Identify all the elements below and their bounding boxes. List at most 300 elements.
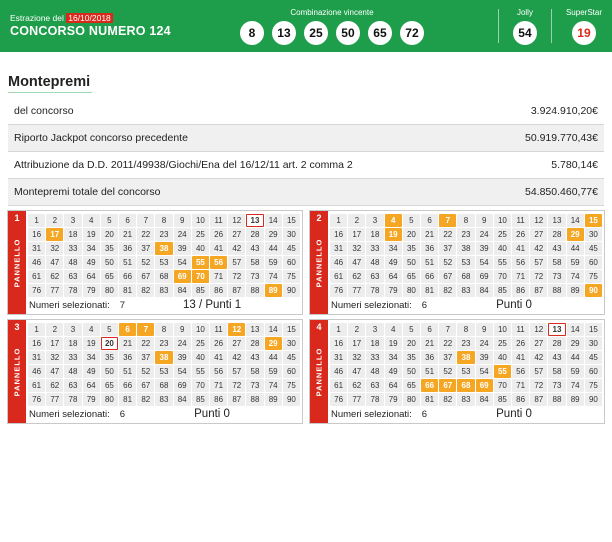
number-cell-16[interactable]: 16 [28,228,45,241]
number-cell-36[interactable]: 36 [421,351,438,364]
number-cell-66[interactable]: 66 [119,270,136,283]
number-cell-47[interactable]: 47 [348,365,365,378]
number-cell-19[interactable]: 19 [83,228,100,241]
number-cell-88[interactable]: 88 [246,393,263,406]
number-cell-65[interactable]: 65 [101,270,118,283]
number-cell-39[interactable]: 39 [174,351,191,364]
number-cell-85[interactable]: 85 [494,393,511,406]
number-cell-32[interactable]: 32 [46,351,63,364]
number-cell-22[interactable]: 22 [439,337,456,350]
number-cell-25[interactable]: 25 [494,228,511,241]
number-cell-72[interactable]: 72 [530,379,547,392]
number-cell-22[interactable]: 22 [137,228,154,241]
number-cell-80[interactable]: 80 [101,393,118,406]
number-cell-41[interactable]: 41 [210,242,227,255]
number-cell-26[interactable]: 26 [210,228,227,241]
number-cell-70[interactable]: 70 [494,270,511,283]
number-cell-9[interactable]: 9 [476,323,493,336]
number-cell-48[interactable]: 48 [64,256,81,269]
number-cell-85[interactable]: 85 [192,284,209,297]
number-cell-46[interactable]: 46 [330,256,347,269]
number-cell-43[interactable]: 43 [246,351,263,364]
number-cell-7[interactable]: 7 [439,214,456,227]
number-cell-27[interactable]: 27 [228,337,245,350]
number-cell-64[interactable]: 64 [83,270,100,283]
number-cell-23[interactable]: 23 [457,228,474,241]
number-cell-10[interactable]: 10 [494,323,511,336]
number-cell-58[interactable]: 58 [548,256,565,269]
number-cell-45[interactable]: 45 [585,242,602,255]
number-cell-7[interactable]: 7 [439,323,456,336]
number-cell-86[interactable]: 86 [512,393,529,406]
number-cell-83[interactable]: 83 [155,284,172,297]
number-cell-40[interactable]: 40 [192,242,209,255]
number-cell-79[interactable]: 79 [385,393,402,406]
number-cell-81[interactable]: 81 [421,284,438,297]
number-cell-54[interactable]: 54 [476,256,493,269]
number-cell-71[interactable]: 71 [210,379,227,392]
number-cell-59[interactable]: 59 [265,256,282,269]
number-cell-1[interactable]: 1 [330,323,347,336]
number-cell-80[interactable]: 80 [403,393,420,406]
number-cell-53[interactable]: 53 [155,365,172,378]
number-cell-75[interactable]: 75 [283,379,300,392]
number-cell-76[interactable]: 76 [28,393,45,406]
number-cell-62[interactable]: 62 [46,379,63,392]
number-cell-64[interactable]: 64 [385,379,402,392]
number-cell-87[interactable]: 87 [228,393,245,406]
number-cell-24[interactable]: 24 [476,337,493,350]
number-cell-67[interactable]: 67 [137,379,154,392]
number-cell-64[interactable]: 64 [385,270,402,283]
number-cell-70[interactable]: 70 [192,270,209,283]
number-cell-75[interactable]: 75 [283,270,300,283]
number-cell-74[interactable]: 74 [265,270,282,283]
number-cell-9[interactable]: 9 [174,323,191,336]
number-cell-60[interactable]: 60 [283,256,300,269]
number-cell-59[interactable]: 59 [567,365,584,378]
number-cell-32[interactable]: 32 [46,242,63,255]
number-cell-18[interactable]: 18 [366,228,383,241]
number-cell-42[interactable]: 42 [530,351,547,364]
number-cell-6[interactable]: 6 [119,323,136,336]
number-cell-69[interactable]: 69 [476,270,493,283]
number-cell-7[interactable]: 7 [137,323,154,336]
number-cell-66[interactable]: 66 [421,379,438,392]
number-cell-37[interactable]: 37 [439,351,456,364]
number-cell-13[interactable]: 13 [246,214,263,227]
number-cell-13[interactable]: 13 [548,323,565,336]
number-cell-24[interactable]: 24 [476,228,493,241]
number-cell-82[interactable]: 82 [137,284,154,297]
number-cell-52[interactable]: 52 [137,365,154,378]
number-cell-8[interactable]: 8 [457,214,474,227]
number-cell-50[interactable]: 50 [101,256,118,269]
number-cell-77[interactable]: 77 [348,284,365,297]
number-cell-76[interactable]: 76 [28,284,45,297]
number-cell-30[interactable]: 30 [585,337,602,350]
number-cell-37[interactable]: 37 [439,242,456,255]
number-cell-14[interactable]: 14 [567,323,584,336]
number-cell-6[interactable]: 6 [421,214,438,227]
number-cell-14[interactable]: 14 [567,214,584,227]
number-cell-18[interactable]: 18 [366,337,383,350]
number-cell-19[interactable]: 19 [385,337,402,350]
number-cell-9[interactable]: 9 [476,214,493,227]
number-cell-18[interactable]: 18 [64,337,81,350]
number-cell-1[interactable]: 1 [330,214,347,227]
number-cell-55[interactable]: 55 [494,365,511,378]
number-cell-51[interactable]: 51 [119,256,136,269]
number-cell-63[interactable]: 63 [64,379,81,392]
number-cell-17[interactable]: 17 [348,228,365,241]
number-cell-72[interactable]: 72 [228,270,245,283]
number-cell-39[interactable]: 39 [476,242,493,255]
number-cell-60[interactable]: 60 [585,256,602,269]
number-cell-38[interactable]: 38 [155,242,172,255]
number-cell-20[interactable]: 20 [403,337,420,350]
number-cell-11[interactable]: 11 [512,323,529,336]
number-cell-2[interactable]: 2 [46,323,63,336]
number-cell-82[interactable]: 82 [439,284,456,297]
number-cell-83[interactable]: 83 [155,393,172,406]
number-cell-70[interactable]: 70 [192,379,209,392]
number-cell-52[interactable]: 52 [439,256,456,269]
number-cell-29[interactable]: 29 [567,337,584,350]
number-cell-48[interactable]: 48 [366,256,383,269]
number-cell-26[interactable]: 26 [512,228,529,241]
number-cell-51[interactable]: 51 [119,365,136,378]
number-cell-50[interactable]: 50 [403,256,420,269]
number-cell-73[interactable]: 73 [246,270,263,283]
number-cell-33[interactable]: 33 [64,242,81,255]
number-cell-12[interactable]: 12 [228,214,245,227]
number-cell-31[interactable]: 31 [330,242,347,255]
number-cell-15[interactable]: 15 [585,214,602,227]
number-cell-15[interactable]: 15 [283,323,300,336]
number-cell-76[interactable]: 76 [330,284,347,297]
number-cell-34[interactable]: 34 [83,242,100,255]
number-cell-22[interactable]: 22 [137,337,154,350]
number-cell-34[interactable]: 34 [385,242,402,255]
number-cell-57[interactable]: 57 [530,365,547,378]
number-cell-40[interactable]: 40 [494,351,511,364]
number-cell-69[interactable]: 69 [476,379,493,392]
number-cell-4[interactable]: 4 [83,214,100,227]
number-cell-68[interactable]: 68 [155,270,172,283]
number-cell-35[interactable]: 35 [403,351,420,364]
number-cell-1[interactable]: 1 [28,214,45,227]
number-cell-40[interactable]: 40 [494,242,511,255]
number-cell-14[interactable]: 14 [265,214,282,227]
number-cell-79[interactable]: 79 [83,284,100,297]
number-cell-34[interactable]: 34 [83,351,100,364]
number-cell-65[interactable]: 65 [403,270,420,283]
number-cell-47[interactable]: 47 [46,256,63,269]
number-cell-46[interactable]: 46 [330,365,347,378]
number-cell-55[interactable]: 55 [192,256,209,269]
number-cell-74[interactable]: 74 [567,379,584,392]
number-cell-13[interactable]: 13 [548,214,565,227]
number-cell-28[interactable]: 28 [548,228,565,241]
number-cell-56[interactable]: 56 [210,256,227,269]
number-cell-90[interactable]: 90 [283,284,300,297]
number-cell-67[interactable]: 67 [137,270,154,283]
number-cell-45[interactable]: 45 [283,351,300,364]
number-cell-57[interactable]: 57 [228,256,245,269]
number-cell-84[interactable]: 84 [476,393,493,406]
number-cell-25[interactable]: 25 [192,228,209,241]
number-cell-87[interactable]: 87 [530,393,547,406]
number-cell-77[interactable]: 77 [348,393,365,406]
number-cell-16[interactable]: 16 [28,337,45,350]
number-cell-15[interactable]: 15 [585,323,602,336]
number-cell-20[interactable]: 20 [403,228,420,241]
number-cell-53[interactable]: 53 [457,256,474,269]
number-cell-39[interactable]: 39 [476,351,493,364]
number-cell-69[interactable]: 69 [174,270,191,283]
number-cell-29[interactable]: 29 [265,228,282,241]
number-cell-88[interactable]: 88 [548,284,565,297]
number-cell-85[interactable]: 85 [192,393,209,406]
number-cell-52[interactable]: 52 [137,256,154,269]
number-cell-56[interactable]: 56 [512,256,529,269]
number-cell-19[interactable]: 19 [83,337,100,350]
number-cell-84[interactable]: 84 [476,284,493,297]
number-cell-38[interactable]: 38 [457,351,474,364]
number-cell-81[interactable]: 81 [421,393,438,406]
number-cell-77[interactable]: 77 [46,393,63,406]
number-cell-62[interactable]: 62 [348,270,365,283]
number-cell-54[interactable]: 54 [476,365,493,378]
number-cell-26[interactable]: 26 [210,337,227,350]
number-cell-2[interactable]: 2 [348,214,365,227]
number-cell-51[interactable]: 51 [421,365,438,378]
number-cell-2[interactable]: 2 [46,214,63,227]
number-cell-35[interactable]: 35 [403,242,420,255]
number-cell-3[interactable]: 3 [366,323,383,336]
number-cell-7[interactable]: 7 [137,214,154,227]
number-cell-46[interactable]: 46 [28,256,45,269]
number-cell-42[interactable]: 42 [530,242,547,255]
number-cell-11[interactable]: 11 [210,323,227,336]
number-cell-11[interactable]: 11 [210,214,227,227]
number-cell-43[interactable]: 43 [548,242,565,255]
number-cell-53[interactable]: 53 [155,256,172,269]
number-cell-59[interactable]: 59 [265,365,282,378]
number-cell-17[interactable]: 17 [46,228,63,241]
number-cell-9[interactable]: 9 [174,214,191,227]
number-cell-33[interactable]: 33 [64,351,81,364]
number-cell-63[interactable]: 63 [366,270,383,283]
number-cell-71[interactable]: 71 [512,379,529,392]
number-cell-36[interactable]: 36 [119,351,136,364]
number-cell-2[interactable]: 2 [348,323,365,336]
number-cell-8[interactable]: 8 [457,323,474,336]
number-cell-40[interactable]: 40 [192,351,209,364]
number-cell-21[interactable]: 21 [421,337,438,350]
number-cell-41[interactable]: 41 [210,351,227,364]
number-cell-24[interactable]: 24 [174,228,191,241]
number-cell-58[interactable]: 58 [548,365,565,378]
number-cell-64[interactable]: 64 [83,379,100,392]
number-cell-38[interactable]: 38 [155,351,172,364]
number-cell-72[interactable]: 72 [228,379,245,392]
number-cell-4[interactable]: 4 [385,323,402,336]
number-cell-71[interactable]: 71 [210,270,227,283]
number-cell-6[interactable]: 6 [421,323,438,336]
number-cell-65[interactable]: 65 [403,379,420,392]
number-cell-63[interactable]: 63 [366,379,383,392]
number-cell-17[interactable]: 17 [348,337,365,350]
number-cell-57[interactable]: 57 [530,256,547,269]
number-cell-79[interactable]: 79 [385,284,402,297]
number-cell-35[interactable]: 35 [101,242,118,255]
number-cell-59[interactable]: 59 [567,256,584,269]
number-cell-12[interactable]: 12 [228,323,245,336]
number-cell-60[interactable]: 60 [585,365,602,378]
number-cell-42[interactable]: 42 [228,351,245,364]
number-cell-5[interactable]: 5 [101,214,118,227]
number-cell-57[interactable]: 57 [228,365,245,378]
number-cell-77[interactable]: 77 [46,284,63,297]
number-cell-66[interactable]: 66 [421,270,438,283]
number-cell-26[interactable]: 26 [512,337,529,350]
number-cell-34[interactable]: 34 [385,351,402,364]
number-cell-30[interactable]: 30 [283,228,300,241]
number-cell-20[interactable]: 20 [101,337,118,350]
number-cell-39[interactable]: 39 [174,242,191,255]
number-cell-83[interactable]: 83 [457,284,474,297]
number-cell-61[interactable]: 61 [28,379,45,392]
number-cell-14[interactable]: 14 [265,323,282,336]
number-cell-41[interactable]: 41 [512,351,529,364]
number-cell-50[interactable]: 50 [101,365,118,378]
number-cell-88[interactable]: 88 [548,393,565,406]
number-cell-62[interactable]: 62 [348,379,365,392]
number-cell-44[interactable]: 44 [265,351,282,364]
number-cell-87[interactable]: 87 [530,284,547,297]
number-cell-10[interactable]: 10 [192,214,209,227]
number-cell-20[interactable]: 20 [101,228,118,241]
number-cell-70[interactable]: 70 [494,379,511,392]
number-cell-21[interactable]: 21 [119,228,136,241]
number-cell-73[interactable]: 73 [548,379,565,392]
number-cell-36[interactable]: 36 [119,242,136,255]
number-cell-17[interactable]: 17 [46,337,63,350]
number-cell-4[interactable]: 4 [83,323,100,336]
number-cell-61[interactable]: 61 [28,270,45,283]
number-cell-45[interactable]: 45 [585,351,602,364]
number-cell-25[interactable]: 25 [494,337,511,350]
number-cell-19[interactable]: 19 [385,228,402,241]
number-cell-54[interactable]: 54 [174,365,191,378]
number-cell-25[interactable]: 25 [192,337,209,350]
number-cell-55[interactable]: 55 [494,256,511,269]
number-cell-12[interactable]: 12 [530,323,547,336]
number-cell-81[interactable]: 81 [119,393,136,406]
number-cell-5[interactable]: 5 [403,214,420,227]
number-cell-28[interactable]: 28 [246,228,263,241]
number-cell-33[interactable]: 33 [366,242,383,255]
number-cell-28[interactable]: 28 [246,337,263,350]
number-cell-78[interactable]: 78 [64,284,81,297]
number-cell-82[interactable]: 82 [137,393,154,406]
number-cell-85[interactable]: 85 [494,284,511,297]
number-cell-86[interactable]: 86 [210,284,227,297]
number-cell-55[interactable]: 55 [192,365,209,378]
number-cell-16[interactable]: 16 [330,228,347,241]
number-cell-82[interactable]: 82 [439,393,456,406]
number-cell-47[interactable]: 47 [348,256,365,269]
number-cell-23[interactable]: 23 [155,337,172,350]
number-cell-76[interactable]: 76 [330,393,347,406]
number-cell-89[interactable]: 89 [265,284,282,297]
number-cell-89[interactable]: 89 [567,284,584,297]
number-cell-27[interactable]: 27 [228,228,245,241]
number-cell-33[interactable]: 33 [366,351,383,364]
number-cell-68[interactable]: 68 [155,379,172,392]
number-cell-75[interactable]: 75 [585,379,602,392]
number-cell-43[interactable]: 43 [246,242,263,255]
number-cell-89[interactable]: 89 [567,393,584,406]
number-cell-46[interactable]: 46 [28,365,45,378]
number-cell-49[interactable]: 49 [83,256,100,269]
number-cell-30[interactable]: 30 [283,337,300,350]
number-cell-5[interactable]: 5 [403,323,420,336]
number-cell-74[interactable]: 74 [567,270,584,283]
number-cell-3[interactable]: 3 [64,323,81,336]
number-cell-61[interactable]: 61 [330,379,347,392]
number-cell-90[interactable]: 90 [585,284,602,297]
number-cell-86[interactable]: 86 [210,393,227,406]
number-cell-16[interactable]: 16 [330,337,347,350]
number-cell-27[interactable]: 27 [530,337,547,350]
number-cell-44[interactable]: 44 [567,351,584,364]
number-cell-81[interactable]: 81 [119,284,136,297]
number-cell-15[interactable]: 15 [283,214,300,227]
number-cell-23[interactable]: 23 [155,228,172,241]
number-cell-67[interactable]: 67 [439,270,456,283]
number-cell-56[interactable]: 56 [512,365,529,378]
number-cell-58[interactable]: 58 [246,365,263,378]
number-cell-89[interactable]: 89 [265,393,282,406]
number-cell-79[interactable]: 79 [83,393,100,406]
number-cell-51[interactable]: 51 [421,256,438,269]
number-cell-48[interactable]: 48 [366,365,383,378]
number-cell-68[interactable]: 68 [457,379,474,392]
number-cell-8[interactable]: 8 [155,214,172,227]
number-cell-71[interactable]: 71 [512,270,529,283]
number-cell-49[interactable]: 49 [385,365,402,378]
number-cell-1[interactable]: 1 [28,323,45,336]
number-cell-65[interactable]: 65 [101,379,118,392]
number-cell-36[interactable]: 36 [421,242,438,255]
number-cell-54[interactable]: 54 [174,256,191,269]
number-cell-90[interactable]: 90 [283,393,300,406]
number-cell-67[interactable]: 67 [439,379,456,392]
number-cell-50[interactable]: 50 [403,365,420,378]
number-cell-73[interactable]: 73 [548,270,565,283]
number-cell-73[interactable]: 73 [246,379,263,392]
number-cell-43[interactable]: 43 [548,351,565,364]
number-cell-63[interactable]: 63 [64,270,81,283]
number-cell-42[interactable]: 42 [228,242,245,255]
number-cell-62[interactable]: 62 [46,270,63,283]
number-cell-29[interactable]: 29 [265,337,282,350]
number-cell-45[interactable]: 45 [283,242,300,255]
number-cell-18[interactable]: 18 [64,228,81,241]
